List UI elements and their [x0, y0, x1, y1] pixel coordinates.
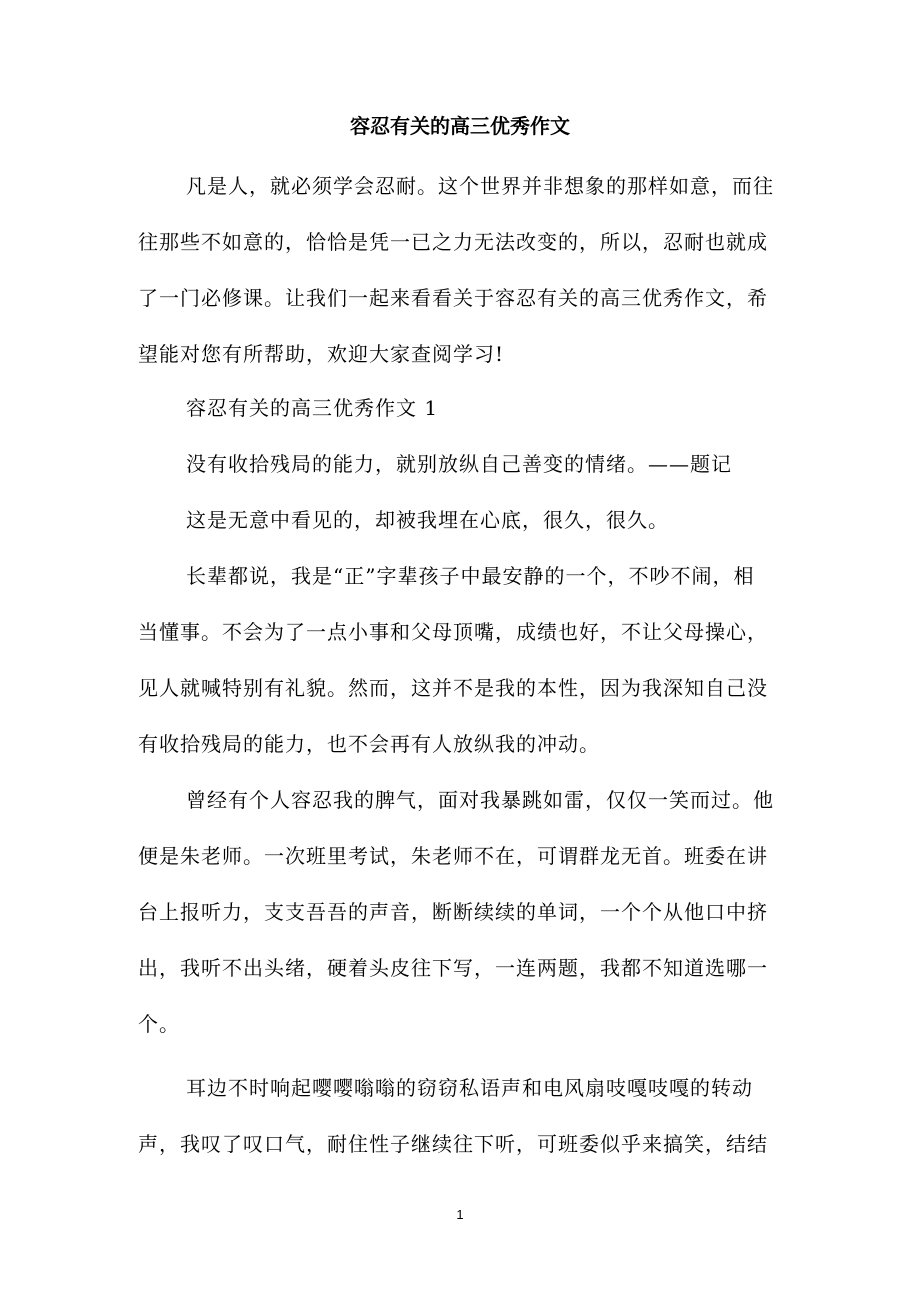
paragraph-line: 望能对您有所帮助，欢迎大家查阅学习! [138, 342, 505, 366]
paragraph-line: 往那些不如意的，恰恰是凭一已之力无法改变的，所以，忍耐也就成 [138, 230, 768, 254]
paragraph-line: 见人就喊特别有礼貌。然而，这并不是我的本性，因为我深知自己没 [138, 676, 768, 700]
epigraph: 没有收拾残局的能力，就别放纵自己善变的情绪。——题记 [186, 452, 732, 476]
paragraph-line: 凡是人，就必须学会忍耐。这个世界并非想象的那样如意，而往 [186, 174, 774, 198]
paragraph-line: 出，我听不出头绪，硬着头皮往下写，一连两题，我都不知道选哪一 [138, 956, 768, 980]
section-heading: 容忍有关的高三优秀作文 1 [186, 396, 439, 420]
paragraph-line: 长辈都说，我是“正”字辈孩子中最安静的一个，不吵不闹，相 [186, 564, 755, 588]
paragraph-line: 当懂事。不会为了一点小事和父母顶嘴，成绩也好，不让父母操心， [138, 620, 768, 644]
paragraph-line: 台上报听力，支支吾吾的声音，断断续续的单词，一个个从他口中挤 [138, 900, 768, 924]
paragraph-line: 这是无意中看见的，却被我埋在心底，很久，很久。 [186, 508, 669, 532]
paragraph-line: 声，我叹了叹口气，耐住性子继续往下听，可班委似乎来搞笑，结结 [138, 1132, 768, 1156]
page-number: 1 [456, 1207, 464, 1222]
paragraph-line: 便是朱老师。一次班里考试，朱老师不在，可谓群龙无首。班委在讲 [138, 844, 768, 868]
document-title: 容忍有关的高三优秀作文 [350, 114, 570, 138]
paragraph-line: 了一门必修课。让我们一起来看看关于容忍有关的高三优秀作文，希 [138, 286, 768, 310]
paragraph-line: 有收拾残局的能力，也不会再有人放纵我的冲动。 [138, 732, 600, 756]
paragraph-line: 个。 [138, 1012, 180, 1036]
paragraph-line: 耳边不时响起嘤嘤嗡嗡的窃窃私语声和电风扇吱嘎吱嘎的转动 [186, 1076, 753, 1100]
paragraph-line: 曾经有个人容忍我的脾气，面对我暴跳如雷，仅仅一笑而过。他 [186, 788, 774, 812]
